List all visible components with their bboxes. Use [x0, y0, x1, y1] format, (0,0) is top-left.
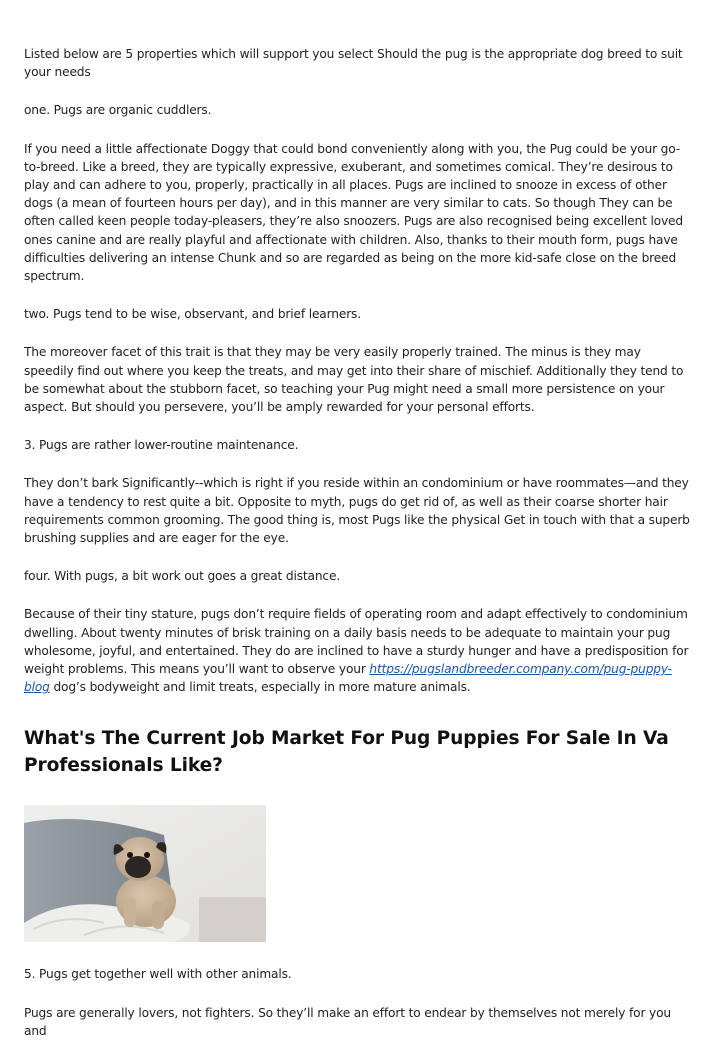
point-4-text-before-link: Because of their tiny stature, pugs don’t require fields of operating room and adapt effectively to condominium dwelling. About twenty minutes of brisk training on a daily basis needs to be adequate to maintain your pug wholesome, joyful, and entertained. They do are inclined to have a sturdy hunger and have a predisposition for weight problems. This means you’ll want to observe your — [24, 607, 689, 677]
point-3-heading: 3. Pugs are rather lower-routine maintenance. — [24, 438, 299, 453]
point-3-paragraph: They don’t bark Significantly--which is right if you reside within an condominium or have roommates—and they have a tendency to rest quite a bit. Opposite to myth, pugs do get rid of, as well as their coarse shorter hair requirements common grooming. The good thing is, most Pugs like the physical Get in touch with that a superb brushing supplies and are eager for the eye. — [24, 476, 690, 546]
point-4-paragraph — [24, 605, 692, 696]
point-5-heading: 5. Pugs get together well with other animals. — [24, 967, 292, 982]
section-heading: What's The Current Job Market For Pug Puppies For Sale In Va Professionals Like? — [24, 728, 669, 777]
puppy-muzzle — [125, 856, 151, 878]
point-4-heading: four. With pugs, a bit work out goes a great distance. — [24, 569, 341, 584]
intro-paragraph: Listed below are 5 properties which will support you select Should the pug is the appropriate dog breed to suit your needs — [24, 47, 683, 80]
article-body — [24, 45, 692, 1040]
point-5-paragraph: Pugs are generally lovers, not fighters. So they’ll make an effort to endear by themselves not merely for you and — [24, 1005, 671, 1038]
pug-puppy-blog-link[interactable]: https://pugslandbreeder.company.com/pug-puppy-blog — [24, 662, 672, 695]
photo-floor — [199, 897, 266, 942]
point-2-heading: two. Pugs tend to be wise, observant, and brief learners. — [24, 307, 361, 322]
point-2-paragraph: The moreover facet of this trait is that they may be very easily properly trained. The minus is they may speedily find out where you keep the treats, and may get into their share of mischief. Additionally they tend to be somewhat about the stubborn facet, so teaching your Pug might need a small more persistence on your aspect. But should you persevere, you’ll be amply rewarded for your personal efforts. — [24, 345, 684, 415]
point-1-heading: one. Pugs are organic cuddlers. — [24, 103, 212, 118]
pug-puppy-photo — [24, 805, 266, 942]
point-4-text-after-link: dog’s bodyweight and limit treats, especially in more mature animals. — [49, 680, 471, 695]
point-1-paragraph: If you need a little affectionate Doggy that could bond conveniently along with you, the Pug could be your go-to-breed. Like a breed, they are typically expressive, exuberant, and sometimes comical. They’re desirous to play and can adhere to you, properly, practically in all places. Pugs are inclined to snooze in excess of other dogs (a mean of fourteen hours per day), and in this manner are very similar to cats. So though They can be often called keen people today-pleasers, they’re also snoozers. Pugs are also recognised being excellent loved ones canine and are really playful and affectionate with children. Also, thanks to their mouth form, pugs have difficulties delivering an intense Chunk and so are regarded as being on the more kid-safe close on the breed spectrum. — [24, 141, 683, 284]
